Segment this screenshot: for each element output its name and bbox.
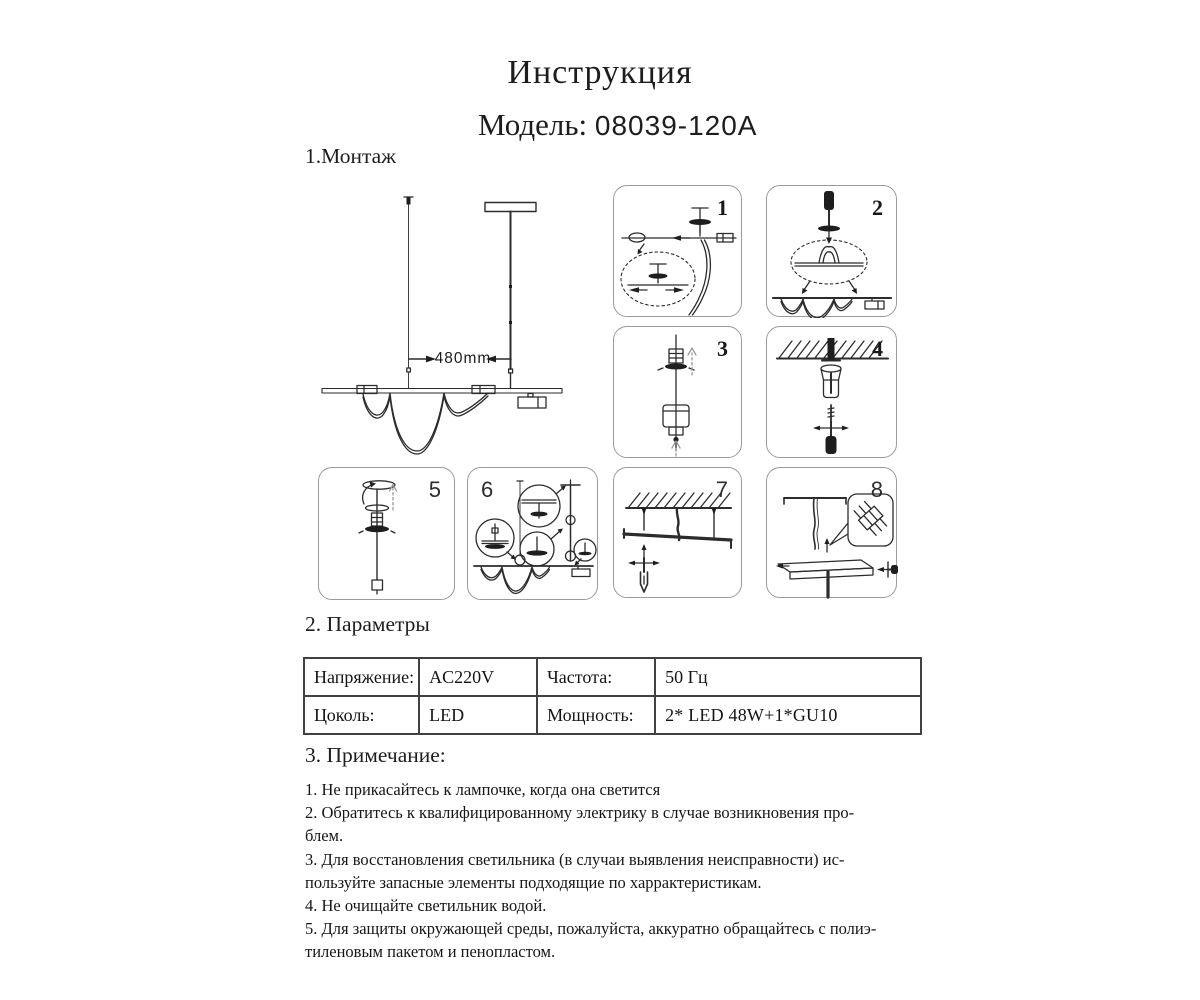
note-line: 1. Не прикасайтесь к лампочке, когда она светится — [305, 780, 661, 799]
step-number: 7 — [715, 477, 728, 502]
note-line: тиленовым пакетом и пенопластом. — [305, 942, 556, 962]
voltage-value: AC220V — [419, 658, 537, 696]
note-line: 2. Обратитесь к квалифицированному электрику в случае возникновения про- — [305, 803, 855, 823]
step-panel-6 — [467, 467, 598, 600]
ceiling-cable — [677, 508, 680, 540]
detail-callout — [621, 244, 695, 306]
socket-value: LED — [419, 696, 537, 734]
note-line: 4. Не очищайте светильник водой. — [305, 896, 547, 916]
wire-callout — [791, 240, 867, 294]
dimension-label: 480mm — [434, 350, 492, 367]
wire-and-rod — [515, 480, 580, 565]
step-number: 5 — [428, 477, 441, 502]
step-number: 3 — [717, 336, 728, 361]
lamp-bar-wave — [773, 298, 891, 318]
step-panel-5 — [318, 467, 455, 600]
step-number: 8 — [870, 477, 883, 502]
table-row — [304, 696, 921, 734]
step-panel-8 — [766, 467, 897, 598]
note-line: 5. Для защиты окружающей среды, пожалуйста, аккуратно обращайтесь с полиэ- — [305, 919, 877, 939]
up-arrow-dashed — [688, 348, 696, 375]
notes-block — [305, 778, 915, 964]
voltage-label: Напряжение: — [304, 658, 419, 696]
callout-disc — [520, 529, 563, 567]
model-line — [478, 107, 757, 143]
lamp-bar-wave — [474, 566, 593, 593]
step-panel-3 — [613, 326, 742, 458]
hanging-cable — [784, 498, 846, 552]
lamp-diagram — [280, 185, 615, 465]
params-table — [303, 657, 922, 735]
led-wave-tube — [363, 393, 488, 454]
model-label: Модель: — [478, 107, 588, 142]
frequency-value: 50 Гц — [655, 658, 921, 696]
threaded-rod — [658, 335, 694, 451]
wall-plug-icon — [821, 365, 841, 398]
power-cable — [689, 240, 710, 315]
step-number: 4 — [872, 336, 883, 361]
suspension-rod — [509, 212, 513, 389]
terminal-block-callout — [830, 494, 893, 546]
step-number: 6 — [481, 477, 494, 502]
screw-icon — [828, 405, 834, 422]
ceiling-canopy — [485, 203, 536, 212]
screwdriver-icon — [813, 422, 849, 454]
section-heading-params: 2. Параметры — [305, 612, 430, 636]
table-row — [304, 658, 921, 696]
callout-small — [574, 539, 596, 566]
screwdriver-icon — [877, 562, 898, 577]
step-panel-1 — [613, 185, 742, 317]
step-panel-2 — [766, 185, 897, 317]
step-panel-7 — [613, 467, 742, 598]
step-panel-4 — [766, 326, 897, 458]
canopy-box — [776, 560, 873, 597]
callout-wire-lock — [476, 519, 516, 560]
screwdriver-icon — [818, 191, 840, 244]
callout-canopy — [518, 485, 566, 527]
step-number: 2 — [872, 195, 883, 220]
frequency-label: Частота: — [537, 658, 655, 696]
note-line: блем. — [305, 826, 344, 846]
power-label: Мощность: — [537, 696, 655, 734]
section-heading-notes: 3. Примечание: — [305, 743, 446, 767]
socket-label: Цоколь: — [304, 696, 419, 734]
note-line: 3. Для восстановления светильника (в случаи выявления неисправности) ис- — [305, 849, 845, 869]
lamp-bar — [322, 386, 562, 394]
power-value: 2* LED 48W+1*GU10 — [655, 696, 921, 734]
step-number: 1 — [717, 195, 728, 220]
section-heading-montage: 1.Монтаж — [305, 144, 397, 168]
rod-stopper — [372, 580, 383, 594]
note-line: пользуйте запасные элементы подходящие по харрактеристикам. — [305, 872, 762, 892]
threaded-stem — [359, 489, 395, 580]
spotlight-head — [518, 394, 546, 409]
page-title: Инструкция — [507, 54, 693, 91]
screwdriver-icon — [628, 544, 660, 592]
model-number: 08039-120A — [594, 110, 758, 141]
